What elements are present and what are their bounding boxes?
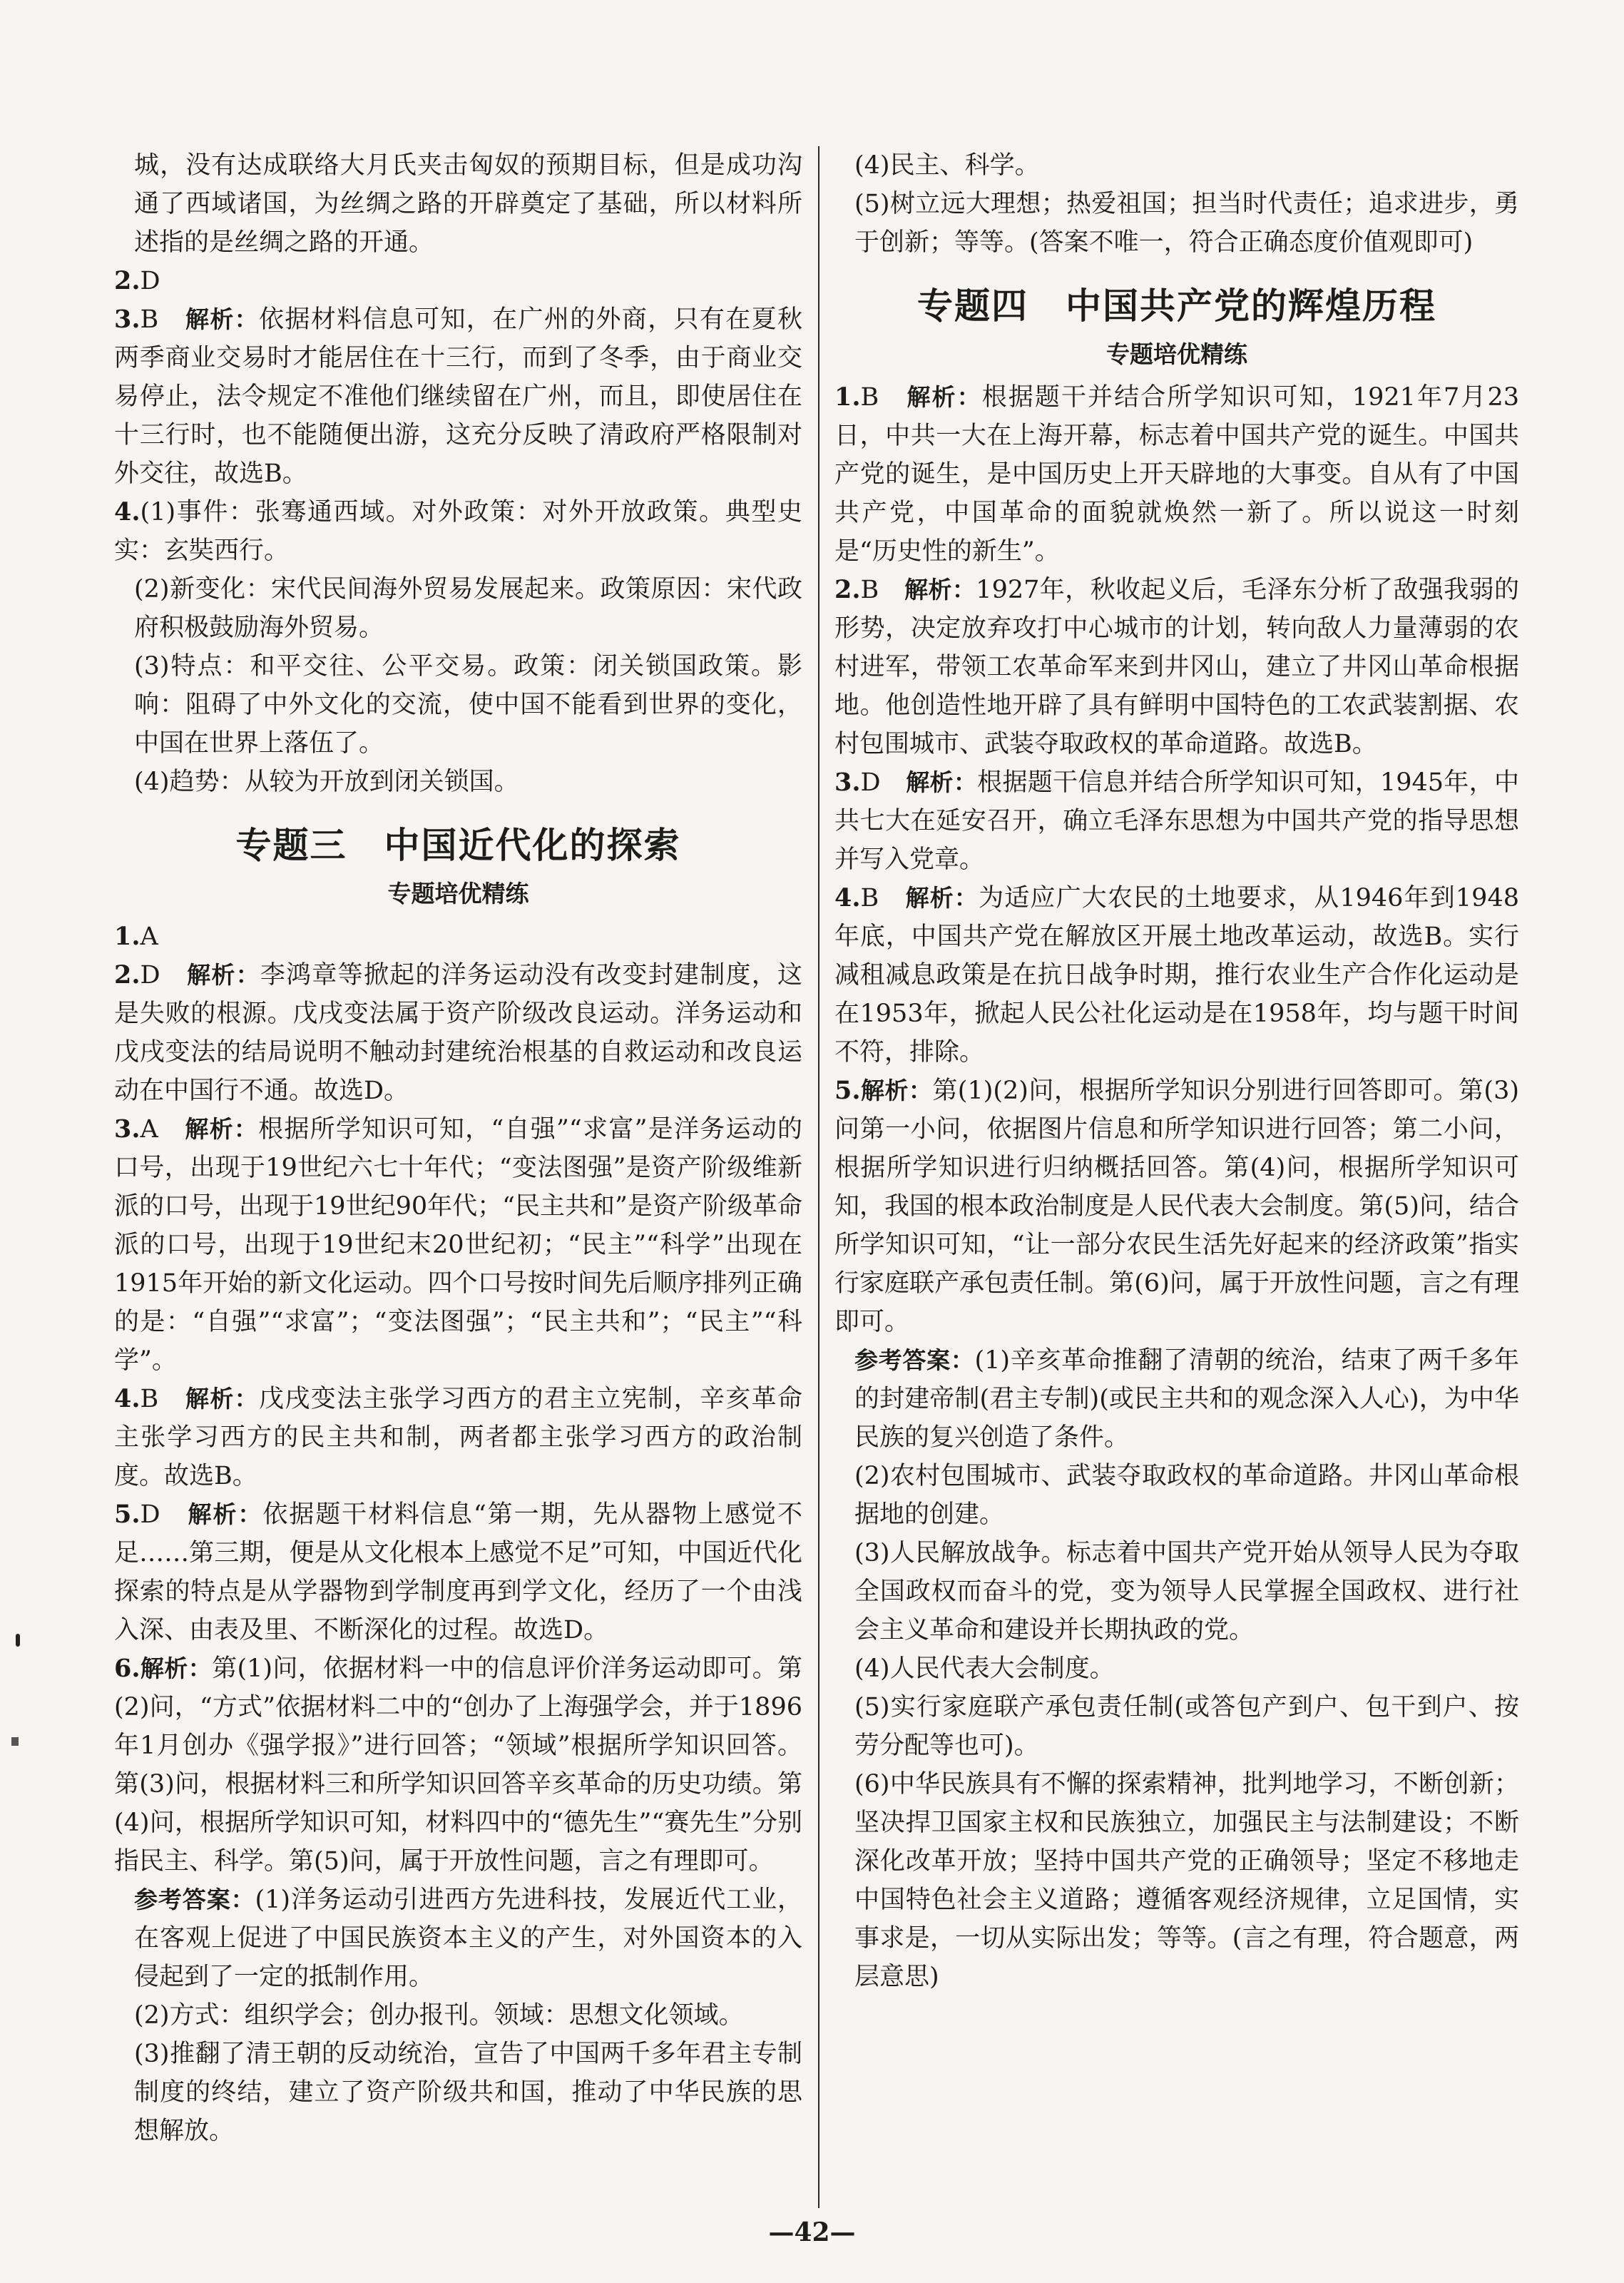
answer-item — [834, 378, 1519, 571]
item-number: 2. — [114, 960, 141, 990]
analysis-label: 解析： — [904, 576, 976, 604]
analysis-text: 根据题干信息并结合所学知识可知，1945年，中共七大在延安召开，确立毛泽东思想为中国共产党的指导思想并写入党章。 — [834, 768, 1519, 874]
item-number: 1. — [114, 922, 141, 951]
answer-part: (2)农村包围城市、武装夺取政权的革命道路。井冈山革命根据地的创建。 — [854, 1462, 1519, 1529]
answer-item — [834, 1072, 1519, 1341]
answer-part: (1)辛亥革命推翻了清朝的统治，结束了两千多年的封建帝制(君主专制)(或民主共和的观念深入人心)，为中华民族的复兴创造了条件。 — [854, 1346, 1519, 1452]
answer-part: (1)洋务运动引进西方先进科技，发展近代工业，在客观上促进了中国民族资本主义的产生，对外国资本的入侵起到了一定的抵制作用。 — [134, 1886, 802, 1991]
answer-continuation: 城，没有达成联络大月氏夹击匈奴的预期目标，但是成功沟通了西域诸国，为丝绸之路的开辟奠定了基础，所以材料所述指的是丝绸之路的开通。 — [134, 151, 802, 257]
answer-part: (4)人民代表大会制度。 — [854, 1654, 1115, 1683]
answer-item — [114, 1649, 802, 1881]
scan-mark — [11, 1737, 19, 1746]
item-number: 4. — [114, 497, 141, 527]
item-number: 1. — [834, 382, 861, 412]
answer-part: (4)民主、科学。 — [854, 151, 1040, 180]
left-column — [114, 146, 802, 2150]
analysis-text: 根据题干并结合所学知识可知，1921年7月23日，中共一大在上海开幕，标志着中国共产党的诞生。中国共产党的诞生，是中国历史上开天辟地的大事变。自从有了中国共产党，中国革命的面貌就焕然一新了。所以说这一时刻是“历史性的新生”。 — [834, 383, 1519, 566]
item-answer: B — [860, 576, 879, 604]
answer-part: (5)实行家庭联产承包责任制(或答包产到户、包干到户、按劳分配等也可)。 — [854, 1693, 1519, 1760]
answer-item — [114, 300, 802, 493]
answer-part: (1)事件：张骞通西域。对外政策：对外开放政策。典型史实：玄奘西行。 — [114, 498, 802, 565]
analysis-text: 戊戌变法主张学习西方的君主立宪制，辛亥革命主张学习西方的民主共和制，两者都主张学习西方的政治制度。故选B。 — [114, 1385, 802, 1490]
answer-part: (4)趋势：从较为开放到闭关锁国。 — [134, 768, 519, 796]
analysis-text: 1927年，秋收起义后，毛泽东分析了敌强我弱的形势，决定放弃攻打中心城市的计划，转向敌人力量薄弱的农村进军，带领工农革命军来到井冈山，建立了井冈山革命根据地。他创造性地开辟了具有鲜明中国特色的工农武装割据、农村包围城市、武装夺取政权的革命道路。故选B。 — [834, 576, 1519, 758]
analysis-text: 第(1)(2)问，根据所学知识分别进行回答即可。第(3)问第一小问，依据图片信息和所学知识进行回答；第二小问，根据所学知识进行归纳概括回答。第(4)问，根据所学知识可知，我国的根本政治制度是人民代表大会制度。第(5)问，结合所学知识可知，“让一部分农民生活先好起来的经济政策”指实行家庭联产承包责任制。第(6)问，属于开放性问题，言之有理即可。 — [834, 1077, 1519, 1336]
analysis-text: 第(1)问，依据材料一中的信息评价洋务运动即可。第(2)问，“方式”依据材料二中的“创办了上海强学会，并于1896年1月创办《强学报》”进行回答；“领域”根据所学知识回答。第(3)问，根据材料三和所学知识回答辛亥革命的历史功绩。第(4)问，根据所学知识可知，材料四中的“德先生”“赛先生”分别指民主、科学。第(5)问，属于开放性问题，言之有理即可。 — [114, 1654, 803, 1876]
item-answer: A — [140, 922, 158, 951]
analysis-label: 解析： — [905, 884, 979, 912]
analysis-label: 解析： — [185, 1385, 260, 1413]
analysis-label: 解析： — [906, 768, 978, 796]
item-answer: B — [140, 1385, 159, 1413]
answer-item — [114, 262, 802, 300]
analysis-label: 解析： — [185, 1115, 259, 1143]
section-title: 专题三 中国近代化的探索 — [235, 825, 681, 866]
item-answer: D — [860, 768, 881, 797]
answer-part: (3)人民解放战争。标志着中国共产党开始从领导人民为夺取全国政权而奋斗的党，变为领导人民掌握全国政权、进行社会主义革命和建设并长期执政的党。 — [854, 1539, 1519, 1644]
column-divider — [818, 146, 819, 2208]
reference-label: 参考答案： — [854, 1346, 975, 1374]
item-number: 6. — [114, 1654, 141, 1683]
item-answer: D — [140, 961, 160, 990]
right-column — [834, 146, 1519, 1996]
analysis-label: 解析： — [188, 1500, 263, 1528]
item-number: 4. — [114, 1384, 141, 1413]
analysis-text: 李鸿章等掀起的洋务运动没有改变封建制度，这是失败的根源。戊戌变法属于资产阶级改良运动。洋务运动和戊戌变法的结局说明不触动封建统治根基的自救运动和改良运动在中国行不通。故选D。 — [114, 961, 802, 1105]
analysis-label: 解析： — [860, 1077, 933, 1104]
answer-item — [834, 879, 1519, 1072]
answer-part: (3)特点：和平交往、公平交易。政策：闭关锁国政策。影响：阻碍了中外文化的交流，使中国不能看到世界的变化，中国在世界上落伍了。 — [134, 652, 802, 758]
section-subtitle: 专题培优精练 — [1106, 340, 1247, 368]
reference-answer — [834, 1341, 1519, 1457]
answer-part: (2)方式：组织学会；创办报刊。领域：思想文化领域。 — [134, 2001, 744, 2030]
item-number: 2. — [114, 266, 141, 295]
page-number: —42— — [768, 2217, 856, 2247]
item-number: 3. — [114, 1114, 141, 1144]
analysis-text: 为适应广大农民的土地要求，从1946年到1948年底，中国共产党在解放区开展土地改革运动，故选B。实行减租减息政策是在抗日战争时期，推行农业生产合作化运动是在1953年，掀起人民公社化运动是在1958年，均与题干时间不符，排除。 — [834, 884, 1519, 1067]
answer-item — [114, 1495, 802, 1649]
answer-part: (5)树立远大理想；热爱祖国；担当时代责任；追求进步，勇于创新；等等。(答案不唯一，符合正确态度价值观即可) — [854, 190, 1519, 257]
answer-item — [114, 1110, 802, 1380]
item-number: 3. — [834, 768, 861, 797]
item-number: 5. — [834, 1076, 861, 1105]
item-number: 5. — [114, 1500, 141, 1529]
section-title: 专题四 中国共产党的辉煌历程 — [917, 285, 1436, 327]
reference-answer — [114, 1881, 802, 1996]
analysis-text: 根据所学知识可知，“自强”“求富”是洋务运动的口号，出现于19世纪六七十年代；“变法图强”是资产阶级维新派的口号，出现于19世纪90年代；“民主共和”是资产阶级革命派的口号，出现于19世纪末20世纪初；“民主”“科学”出现在1915年开始的新文化运动。四个口号按时间先后顺序排列正确的是：“自强”“求富”；“变法图强”；“民主共和”；“民主”“科学”。 — [114, 1115, 802, 1375]
item-answer: A — [140, 1115, 158, 1144]
analysis-text: 依据题干材料信息“第一期，先从器物上感觉不足……第三期，便是从文化根本上感觉不足”可知，中国近代化探索的特点是从学器物到学制度再到学文化，经历了一个由浅入深、由表及里、不断深化的过程。故选D。 — [114, 1500, 802, 1644]
item-number: 2. — [834, 575, 861, 604]
item-answer: B — [140, 305, 159, 334]
answer-item — [114, 956, 802, 1110]
item-number: 3. — [114, 305, 141, 334]
analysis-text: 依据材料信息可知，在广州的外商，只有在夏秋两季商业交易时才能居住在十三行，而到了冬季，由于商业交易停止，法令规定不准他们继续留在广州，而且，即使居住在十三行时，也不能随便出游，这充分反映了清政府严格限制对外交往，故选B。 — [114, 305, 802, 488]
answer-item — [114, 1380, 802, 1495]
answer-item — [834, 571, 1519, 763]
scan-mark — [16, 1634, 20, 1647]
answer-item — [114, 917, 802, 956]
analysis-label: 解析： — [907, 383, 982, 411]
answer-part: (3)推翻了清王朝的反动统治，宣告了中国两千多年君主专制制度的终结，建立了资产阶级共和国，推动了中华民族的思想解放。 — [134, 2040, 802, 2145]
section-subtitle: 专题培优精练 — [387, 880, 529, 907]
reference-label: 参考答案： — [134, 1886, 255, 1913]
item-answer: D — [140, 1500, 160, 1529]
item-answer: D — [140, 267, 160, 295]
answer-part: (6)中华民族具有不懈的探索精神，批判地学习，不断创新；坚决捍卫国家主权和民族独立，加强民主与法制建设；不断深化改革开放；坚持中国共产党的正确领导；坚定不移地走中国特色社会主义道路；遵循客观经济规律，立足国情，实事求是，一切从实际出发；等等。(言之有理，符合题意，两层意思) — [854, 1770, 1519, 1991]
answer-item — [834, 763, 1519, 879]
item-number: 4. — [834, 883, 861, 912]
analysis-label: 解析： — [187, 961, 260, 989]
answer-part: (2)新变化：宋代民间海外贸易发展起来。政策原因：宋代政府积极鼓励海外贸易。 — [134, 575, 802, 642]
item-answer: B — [860, 383, 879, 412]
item-answer: B — [860, 884, 879, 912]
analysis-label: 解析： — [185, 305, 260, 333]
analysis-label: 解析： — [140, 1654, 213, 1682]
answer-item — [114, 493, 802, 570]
